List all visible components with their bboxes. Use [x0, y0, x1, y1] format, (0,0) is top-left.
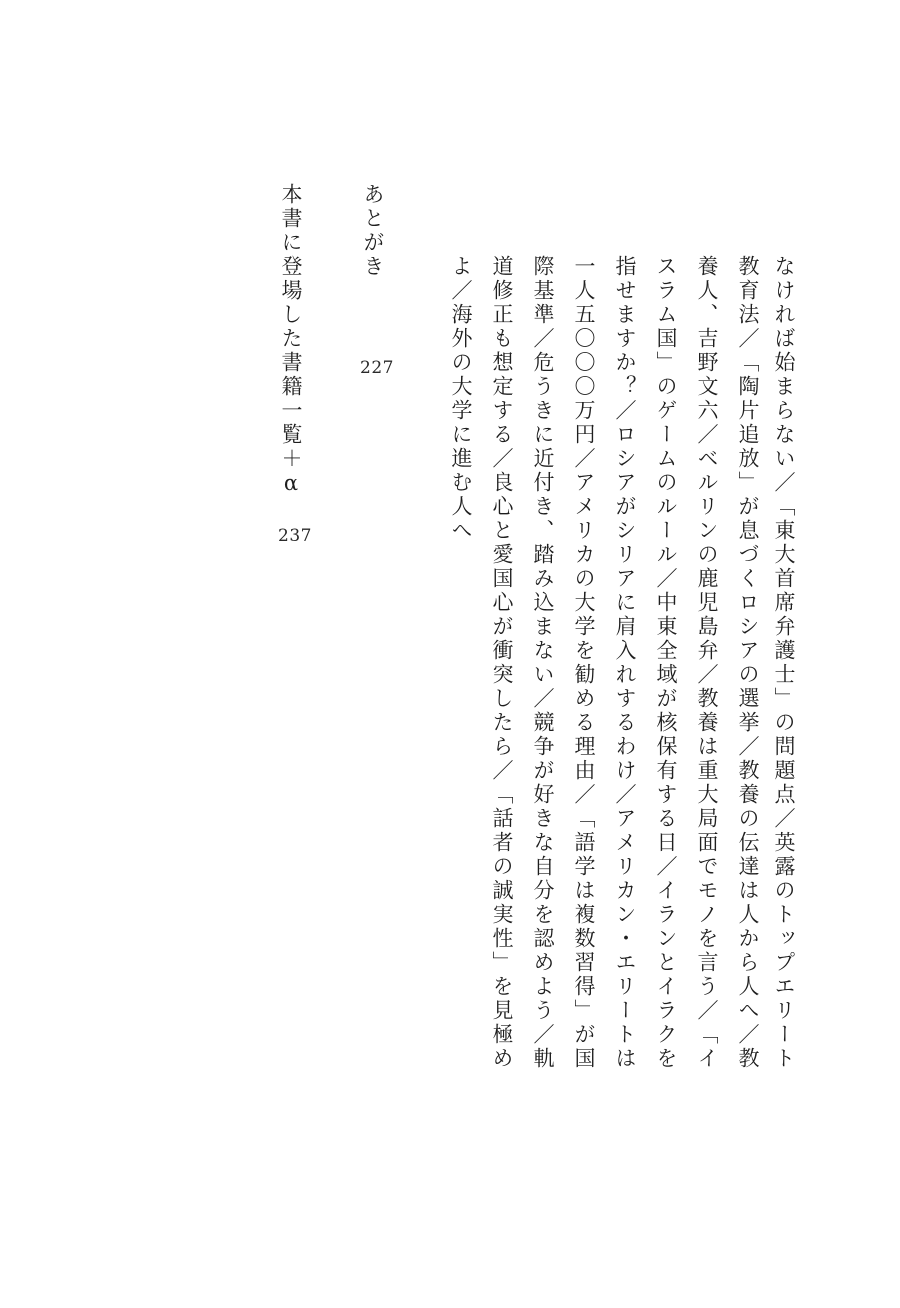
body-text-column: 一人五〇〇〇万円／アメリカの大学を勧める理由／「語学は複数習得」が国 [572, 255, 596, 1071]
body-text-column: よ／海外の大学に進む人へ [449, 255, 473, 543]
body-text-column: なければ始まらない／「東大首席弁護士」の問題点／英露のトップエリート [772, 255, 796, 1071]
body-text-column: 道修正も想定する／良心と愛国心が衝突したら／「話者の誠実性」を見極め [490, 255, 514, 1071]
afterword-heading: あとがき [361, 183, 385, 279]
book-list-heading: 本書に登場した書籍一覧＋α [279, 183, 303, 498]
body-text-column: スラム国」のゲームのルール／中東全域が核保有する日／イランとイラクを [654, 255, 678, 1071]
body-text-column: 際基準／危うきに近付き、踏み込まない／競争が好きな自分を認めよう／軌 [531, 255, 555, 1071]
body-text-column: 養人、吉野文六／ベルリンの鹿児島弁／教養は重大局面でモノを言う／「イ [695, 255, 719, 1071]
book-list-page-number: 237 [278, 526, 312, 546]
body-text-column: 指せますか？／ロシアがシリアに肩入れするわけ／アメリカン・エリートは [613, 255, 637, 1071]
afterword-page-number: 227 [360, 358, 394, 378]
body-text-column: 教育法／「陶片追放」が息づくロシアの選挙／教養の伝達は人から人へ／教 [736, 255, 760, 1071]
